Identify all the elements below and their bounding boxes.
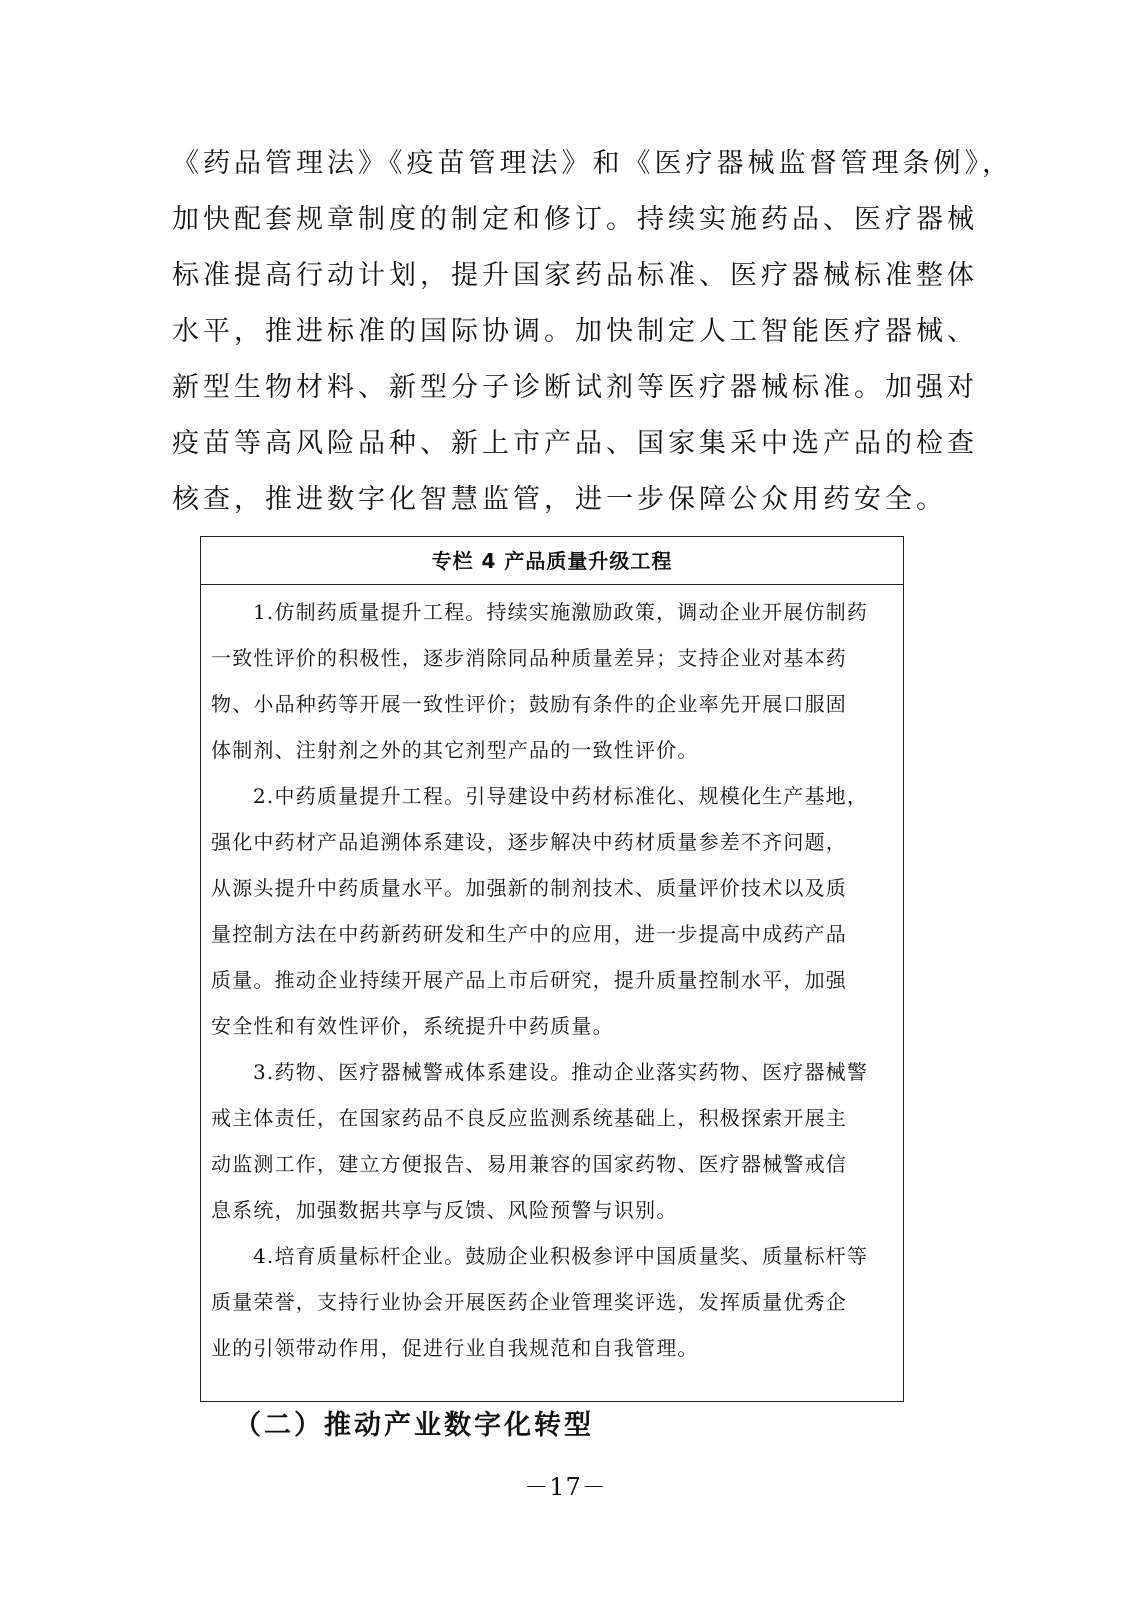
box-line: 息系统，加强数据共享与反馈、风险预警与识别。 — [211, 1198, 678, 1222]
box-line: 2.中药质量提升工程。引导建设中药材标准化、规模化生产基地， — [253, 784, 869, 808]
box-line: 体制剂、注射剂之外的其它剂型产品的一致性评价。 — [211, 738, 699, 762]
box-line: 物、小品种药等开展一致性评价；鼓励有条件的企业率先开展口服固 — [211, 692, 847, 716]
box-line: 质量荣誉，支持行业协会开展医药企业管理奖评选，发挥质量优秀企 — [211, 1290, 847, 1314]
box-line: 量控制方法在中药新药研发和生产中的应用，进一步提高中成药产品 — [211, 922, 847, 946]
box-title: 专栏 4 产品质量升级工程 — [201, 537, 903, 585]
paragraph-line: 疫苗等高风险品种、新上市产品、国家集采中选产品的检查 — [172, 428, 978, 459]
box-line: 业的引领带动作用，促进行业自我规范和自我管理。 — [211, 1336, 699, 1360]
box-line: 从源头提升中药质量水平。加强新的制剂技术、质量评价技术以及质 — [211, 876, 847, 900]
box-line: 动监测工作，建立方便报告、易用兼容的国家药物、医疗器械警戒信 — [211, 1152, 847, 1176]
feature-box — [200, 536, 904, 1402]
paragraph-line: 新型生物材料、新型分子诊断试剂等医疗器械标准。加强对 — [172, 372, 978, 403]
box-line: 1.仿制药质量提升工程。持续实施激励政策，调动企业开展仿制药 — [253, 600, 869, 624]
box-line: 强化中药材产品追溯体系建设，逐步解决中药材质量参差不齐问题， — [211, 830, 847, 854]
paragraph-line: 加快配套规章制度的制定和修订。持续实施药品、医疗器械 — [172, 204, 978, 235]
paragraph-line: 核查，推进数字化智慧监管，进一步保障公众用药安全。 — [172, 484, 947, 515]
box-line: 4.培育质量标杆企业。鼓励企业积极参评中国质量奖、质量标杆等 — [253, 1244, 869, 1268]
paragraph-line: 标准提高行动计划，提升国家药品标准、医疗器械标准整体 — [172, 260, 978, 291]
page-number: －17－ — [524, 1473, 607, 1501]
box-line: 质量。推动企业持续开展产品上市后研究，提升质量控制水平，加强 — [211, 968, 847, 992]
box-line: 3.药物、医疗器械警戒体系建设。推动企业落实药物、医疗器械警 — [253, 1060, 869, 1084]
paragraph-line: 《药品管理法》《疫苗管理法》和《医疗器械监督管理条例》， — [172, 148, 1013, 179]
section-heading: （二）推动产业数字化转型 — [234, 1410, 594, 1441]
box-line: 安全性和有效性评价，系统提升中药质量。 — [211, 1014, 614, 1038]
box-line: 戒主体责任，在国家药品不良反应监测系统基础上，积极探索开展主 — [211, 1106, 847, 1130]
box-line: 一致性评价的积极性，逐步消除同品种质量差异；支持企业对基本药 — [211, 646, 847, 670]
paragraph-line: 水平，推进标准的国际协调。加快制定人工智能医疗器械、 — [172, 316, 978, 347]
